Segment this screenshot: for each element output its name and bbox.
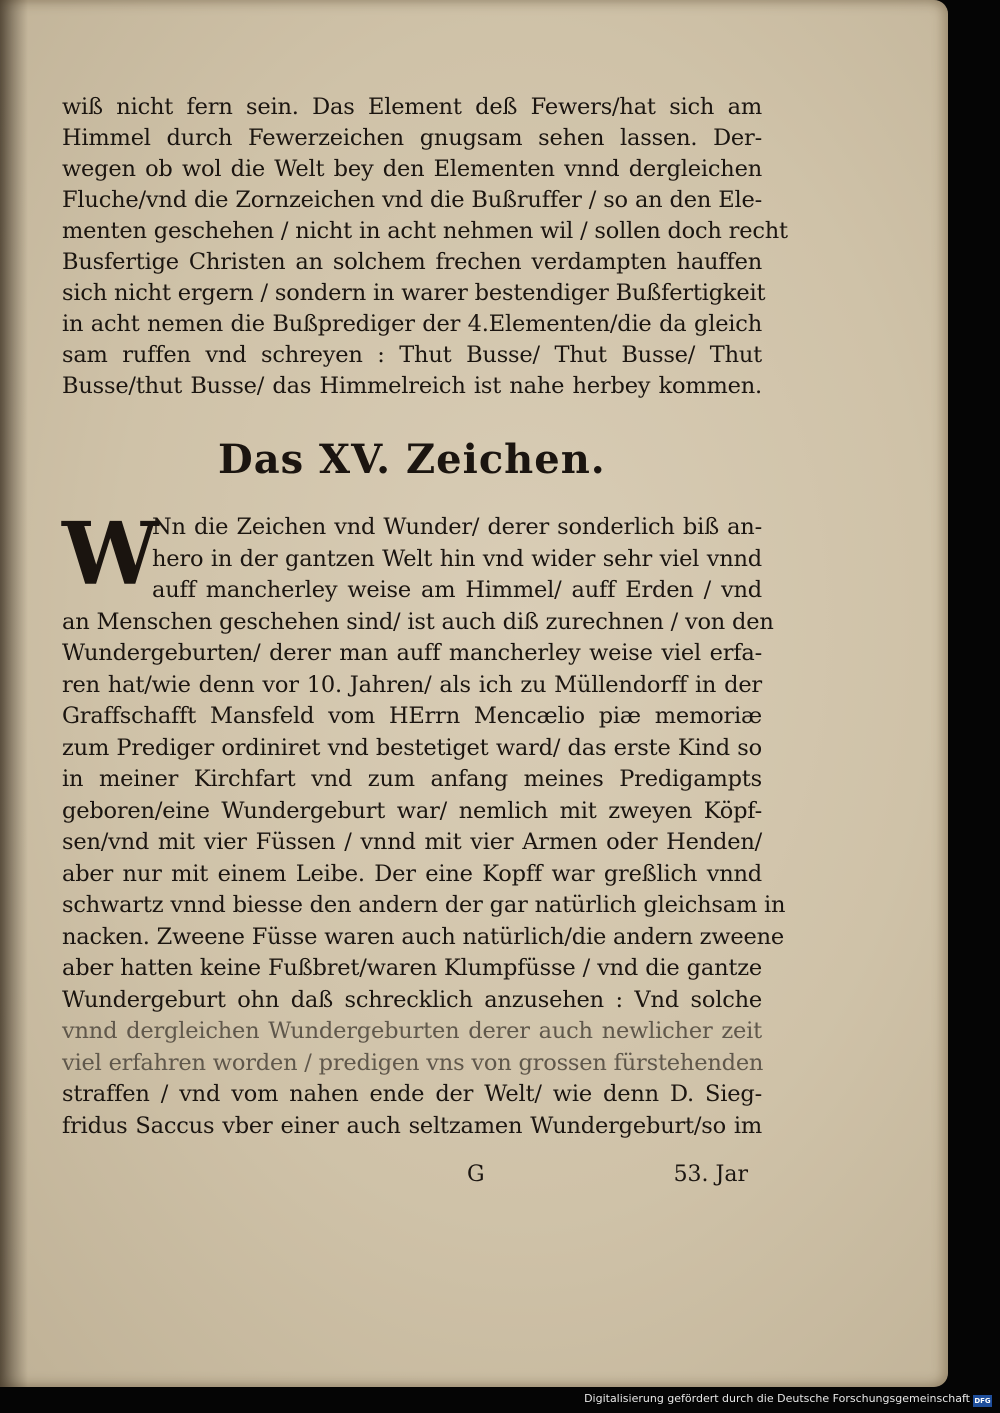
text-line: Nn die Zeichen vnd Wunder/ derer sonderlich biß an- bbox=[152, 514, 762, 540]
text-line: hero in der gantzen Welt hin vnd wider sehr viel vnnd bbox=[152, 545, 762, 572]
text-line: sich nicht ergern / sondern in warer bestendiger Bußfertigkeit bbox=[62, 280, 766, 306]
text-line: aber hatten keine Fußbret/waren Klumpfüsse / vnd die gantze bbox=[62, 955, 762, 981]
text-line: zum Prediger ordiniret vnd bestetiget ward/ das erste Kind so bbox=[62, 734, 762, 761]
indented-lines bbox=[62, 504, 762, 607]
text-line: wegen ob wol die Welt bey den Elementen vnnd dergleichen bbox=[62, 156, 762, 182]
text-line: fridus Saccus vber einer auch seltzamen Wundergeburt/so im bbox=[62, 1112, 762, 1139]
drop-capital: W bbox=[62, 504, 159, 605]
section-heading: Das XV. Zeichen. bbox=[218, 436, 606, 483]
text-line: Himmel durch Fewerzeichen gnugsam sehen lassen. Der- bbox=[62, 125, 762, 151]
text-line: in meiner Kirchfart vnd zum anfang meines Predigampts bbox=[62, 766, 762, 792]
text-line: viel erfahren worden / predigen vns von grossen fürstehenden bbox=[62, 1049, 764, 1076]
dfg-logo: DFG bbox=[974, 1397, 991, 1405]
text-line: nacken. Zweene Füsse waren auch natürlich/die andern zweene bbox=[62, 923, 785, 950]
text-line: Busfertige Christen an solchem frechen verdampten hauffen bbox=[62, 249, 762, 275]
body-lines bbox=[62, 607, 786, 1143]
text-line: sam ruffen vnd schreyen : Thut Busse/ Thut Busse/ Thut bbox=[62, 342, 762, 368]
text-line: vnnd dergleichen Wundergeburten derer auch newlicher zeit bbox=[62, 1018, 762, 1044]
catchword: 53. Jar bbox=[673, 1162, 748, 1187]
text-line: in acht nemen die Bußprediger der 4.Elementen/die da gleich bbox=[62, 311, 762, 337]
section-body bbox=[62, 504, 786, 1142]
text-line: menten geschehen / nicht in acht nehmen wil / sollen doch recht bbox=[62, 218, 788, 244]
text-line: straffen / vnd vom nahen ende der Welt/ wie denn D. Sieg- bbox=[62, 1081, 762, 1107]
page-footer bbox=[62, 1162, 762, 1192]
text-line: Fluche/vnd die Zornzeichen vnd die Bußruffer / so an den Ele- bbox=[62, 187, 762, 213]
text-line: geboren/eine Wundergeburt war/ nemlich mit zweyen Köpf- bbox=[62, 797, 762, 824]
text-line: sen/vnd mit vier Füssen / vnnd mit vier Armen oder Henden/ bbox=[62, 829, 762, 855]
top-text-block bbox=[62, 92, 788, 402]
text-line: Graffschafft Mansfeld vom HErrn Mencælio piæ memoriæ bbox=[62, 703, 762, 729]
text-line: Wundergeburten/ derer man auff mancherley weise viel erfa- bbox=[62, 640, 762, 666]
signature-mark: G bbox=[467, 1162, 485, 1187]
digitization-credit: Digitalisierung gefördert durch die Deutsche Forschungsgemeinschaft bbox=[584, 1392, 970, 1405]
text-line: Wundergeburt ohn daß schrecklich anzusehen : Vnd solche bbox=[62, 986, 762, 1013]
text-line: Busse/thut Busse/ das Himmelreich ist nahe herbey kommen. bbox=[62, 373, 762, 399]
text-line: wiß nicht fern sein. Das Element deß Fewers/hat sich am bbox=[62, 94, 762, 120]
text-line: ren hat/wie denn vor 10. Jahren/ als ich zu Müllendorff in der bbox=[62, 671, 762, 698]
text-line: schwartz vnnd biesse den andern der gar natürlich gleichsam in bbox=[62, 892, 786, 918]
text-line: auff mancherley weise am Himmel/ auff Erden / vnd bbox=[152, 577, 762, 603]
text-line: an Menschen geschehen sind/ ist auch diß zurechnen / von den bbox=[62, 608, 774, 635]
text-line: aber nur mit einem Leibe. Der eine Kopff war greßlich vnnd bbox=[62, 860, 762, 887]
